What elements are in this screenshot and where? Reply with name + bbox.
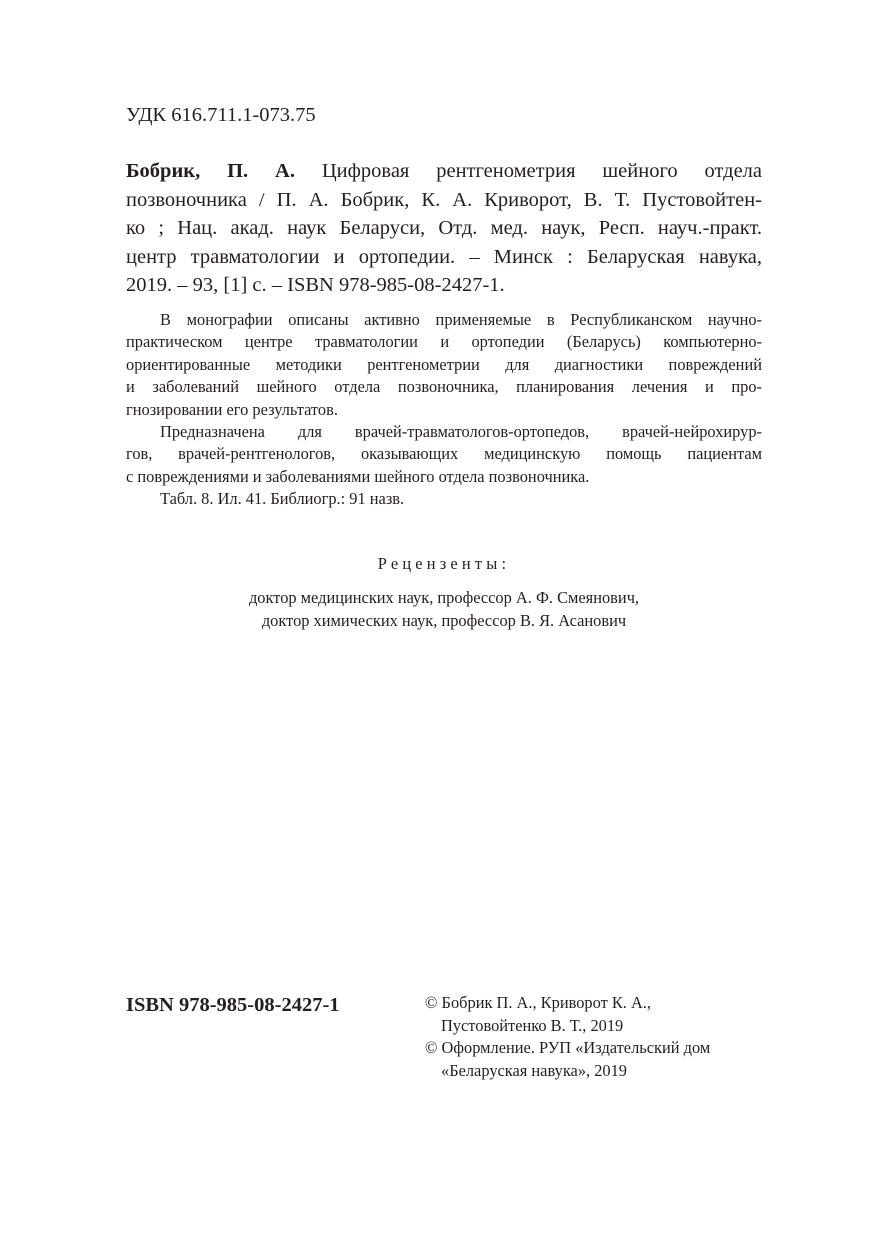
annotation-line: ориентированные методики рентгенометрии для диагностики повреждений (126, 354, 762, 374)
isbn-number: ISBN 978-985-08-2427-1 (126, 994, 340, 1016)
biblio-line-1 (126, 157, 762, 186)
biblio-line-4: центр травматологии и ортопедии. – Минск : Беларуская навука, (126, 245, 762, 268)
bibliographic-record (126, 157, 762, 300)
copyright-line: © Бобрик П. А., Криворот К. А., (425, 993, 652, 1012)
annotation-line: гнозировании его результатов. (126, 399, 338, 419)
reviewers-heading: Рецензенты: (377, 554, 511, 573)
annotation-line: Предназначена для врачей-травматологов-ортопедов, врачей-нейрохирур- (160, 422, 762, 442)
annotation (126, 309, 762, 511)
biblio-line-3: ко ; Нац. акад. наук Беларуси, Отд. мед. наук, Респ. науч.-практ. (126, 217, 762, 240)
annotation-line: с повреждениями и заболеваниями шейного отдела позвоночника. (126, 466, 590, 486)
annotation-line: практическом центре травматологии и ортопедии (Беларусь) компьютерно- (126, 332, 762, 352)
tables-illustrations-count: Табл. 8. Ил. 41. Библиогр.: 91 назв. (160, 489, 405, 509)
reviewer-item: доктор химических наук, профессор В. Я. Асанович (261, 610, 627, 630)
udc-code: УДК 616.711.1-073.75 (126, 104, 316, 126)
book-title: Цифровая рентгенометрия шейного отдела (321, 160, 763, 182)
annotation-line: гов, врачей-рентгенологов, оказывающих медицинскую помощь пациентам (126, 444, 762, 464)
reviewers-block (126, 553, 762, 632)
reviewer-item: доктор медицинских наук, профессор А. Ф. Смеянович, (248, 588, 640, 608)
copyright-line: «Беларуская навука», 2019 (441, 1060, 627, 1080)
annotation-line: и заболеваний шейного отдела позвоночника, планирования лечения и про- (126, 377, 762, 397)
copyright-line: © Оформление. РУП «Издательский дом (425, 1038, 711, 1058)
copyright-line: Пустовойтенко В. Т., 2019 (441, 1015, 624, 1035)
copyright-block (425, 992, 710, 1082)
biblio-line-5: 2019. – 93, [1] с. – ISBN 978-985-08-2427-1. (126, 274, 505, 297)
annotation-line: В монографии описаны активно применяемые в Республиканском научно- (160, 310, 762, 329)
author-name: Бобрик, П. А. (126, 160, 295, 182)
biblio-line-2: позвоночника / П. А. Бобрик, К. А. Криворот, В. Т. Пустовойтен- (126, 188, 762, 211)
